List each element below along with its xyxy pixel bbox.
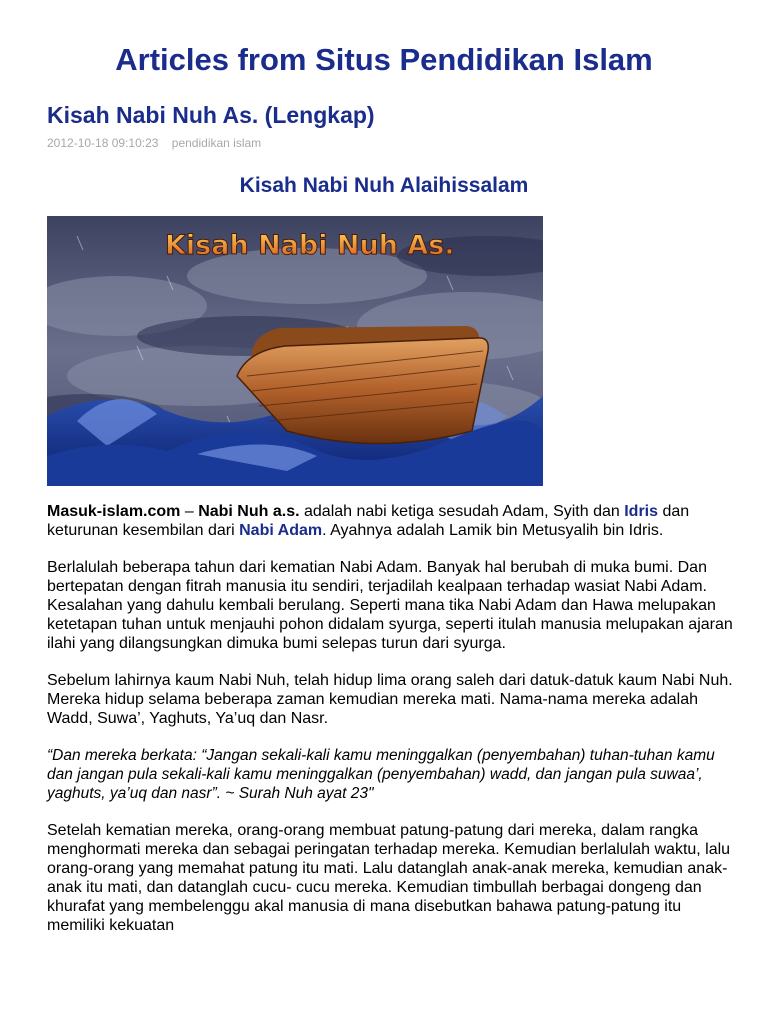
site-title: Articles from Situs Pendidikan Islam [115,42,653,77]
ark-illustration [47,216,543,486]
paragraph-1 [47,502,737,540]
paragraph-3: Sebelum lahirnya kaum Nabi Nuh, telah hidup lima orang saleh dari datuk-datuk kaum Nabi Nuh. Mereka hidup selama beberapa zaman kemudian mereka mati. Nama-nama mereka adalah Wadd, Suwa’, Yaghuts, Ya’uq dan Nasr. [47,672,733,727]
article-meta [47,136,261,150]
article-body [47,502,737,953]
text-segment: dan keturunan kesembilan dari [47,503,690,539]
article-date: 2012-10-18 09:10:23 [47,136,159,150]
text-segment: adalah nabi ketiga sesudah Adam, Syith dan [299,503,625,520]
image-title-text: Kisah Nabi Nuh As. [165,230,455,261]
article-category: pendidikan islam [171,136,262,150]
paragraph-5: Setelah kematian mereka, orang-orang membuat patung-patung dari mereka, dalam rangka menghormati mereka dan sebagai peringatan terhadap mereka. Kemudian berlalulah waktu, lalu orang-orang yang memahat patung itu mati. Lalu datanglah anak-anak mereka, kemudian anak-anak itu mati, dan datanglah cucu- cucu mereka. Kemudian timbullah berbagai dongeng dan khurafat yang membelenggu akal manusia di mana disebutkan bahawa patung-patung itu memiliki kekuatan [47,822,731,934]
dash: – [180,503,199,520]
hero-image [47,216,543,486]
prophet-name: Nabi Nuh a.s. [198,503,300,520]
text-segment: . Ayahnya adalah Lamik bin Metusyalih bin Idris. [322,522,664,539]
link-idris[interactable]: Idris [624,503,659,520]
source-label: Masuk-islam.com [47,503,181,520]
link-nabi-adam[interactable]: Nabi Adam [239,522,323,539]
article-subtitle: Kisah Nabi Nuh Alaihissalam [239,174,529,197]
paragraph-2: Berlalulah beberapa tahun dari kematian Nabi Adam. Banyak hal berubah di muka bumi. Dan bertepatan dengan fitrah manusia itu sendiri, terjadilah kealpaan terhadap wasiat Nabi Adam. Kesalahan yang dahulu kembali berulang. Seperti mana tika Nabi Adam dan Hawa melupakan ketetapan tuhan untuk menjauhi pohon didalam syurga, seperti itulah manusia melupakan ajaran ilahi yang dilangsungkan dimuka bumi selepas turun dari syurga. [47,559,733,652]
quote-paragraph: “Dan mereka berkata: “Jangan sekali-kali kamu meninggalkan (penyembahan) tuhan-tuhan kamu dan jangan pula sekali-kali kamu meninggalkan (penyembahan) wadd, dan jangan pula suwaa’, yaghuts, ya’uq dan nasr”. ~ Surah Nuh ayat 23" [47,747,715,802]
article-title[interactable]: Kisah Nabi Nuh As. (Lengkap) [47,102,375,128]
